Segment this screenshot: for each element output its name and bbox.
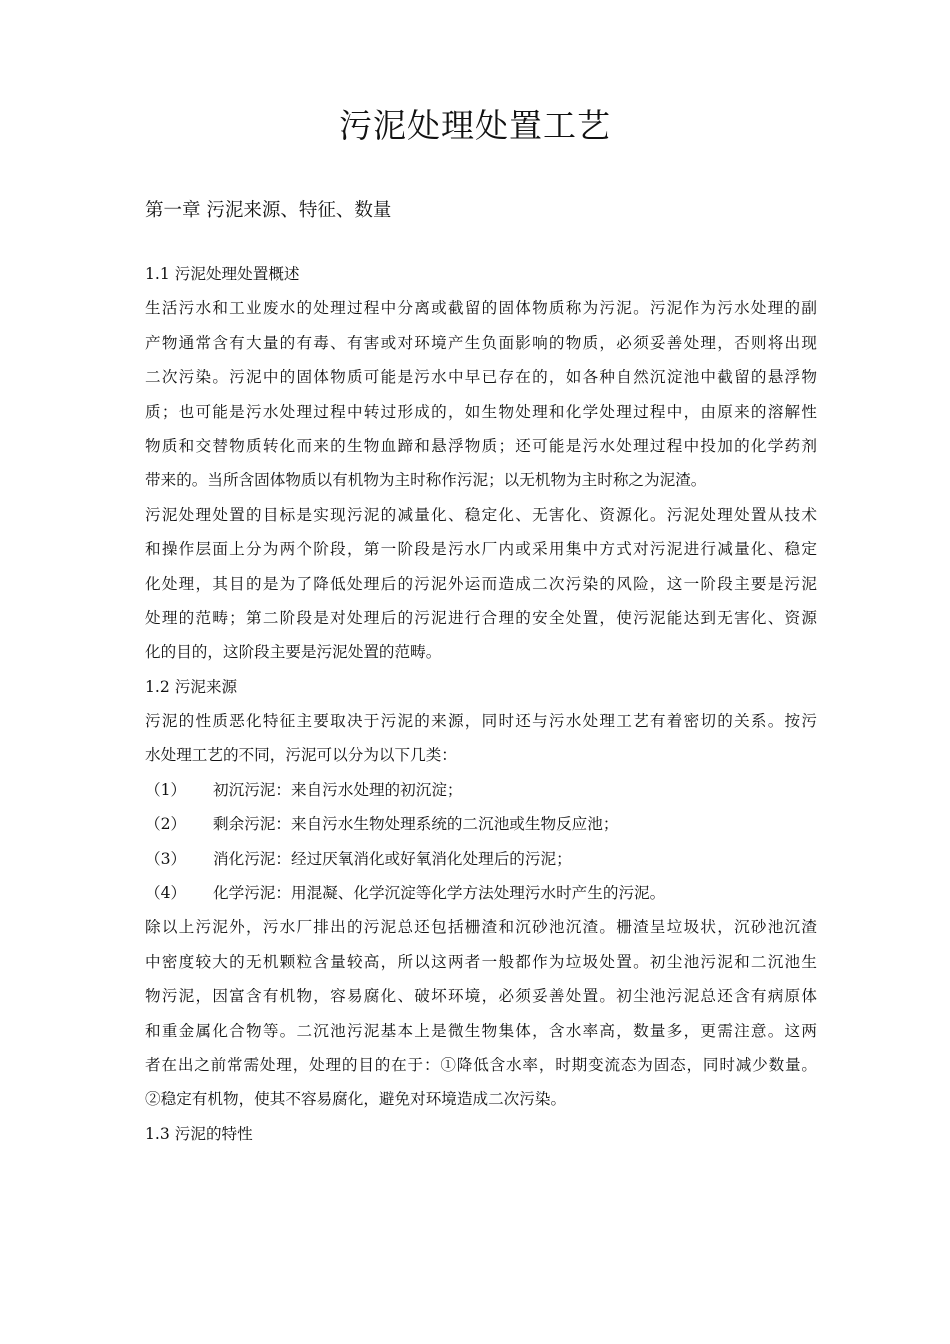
paragraph-line: 化处理，其目的是为了降低处理后的污泥外运而造成二次污染的风险，这一阶段主要是污泥	[145, 574, 817, 593]
paragraph-line: 和操作层面上分为两个阶段，第一阶段是污水厂内或采用集中方式对污泥进行减量化、稳定	[145, 540, 817, 559]
section-heading-1-1: 1.1 污泥处理处置概述	[145, 265, 300, 283]
list-item	[145, 876, 817, 910]
paragraph-line: 生活污水和工业废水的处理过程中分离或截留的固体物质称为污泥。污泥作为污水处理的副	[145, 299, 817, 318]
paragraph-line: 带来的。当所含固体物质以有机物为主时称作污泥；以无机物为主时称之为泥渣。	[145, 471, 707, 490]
paragraph-line: 水处理工艺的不同，污泥可以分为以下几类：	[145, 746, 457, 765]
list-item-text: 剩余污泥：来自污水生物处理系统的二沉池或生物反应池；	[213, 815, 619, 834]
list-item-text: 初沉污泥：来自污水处理的初沉淀；	[213, 780, 463, 799]
list-item-number: （3）	[145, 849, 187, 868]
list-item-number: （1）	[145, 780, 187, 799]
list-item-text: 消化污泥：经过厌氧消化或好氧消化处理后的污泥；	[213, 849, 572, 868]
paragraph-other-sludge	[145, 910, 817, 1116]
paragraph-line: 处理的范畴；第二阶段是对处理后的污泥进行合理的安全处置，使污泥能达到无害化、资源	[145, 608, 817, 627]
paragraph-overview	[145, 291, 817, 497]
list-item-number: （2）	[145, 815, 187, 834]
paragraph-line: 产物通常含有大量的有毒、有害或对环境产生负面影响的物质，必须妥善处理，否则将出现	[145, 333, 817, 352]
paragraph-line: 中密度较大的无机颗粒含量较高，所以这两者一般都作为垃圾处置。初尘池污泥和二沉池生	[145, 952, 817, 971]
list-item	[145, 807, 817, 841]
document-body	[145, 257, 817, 1151]
paragraph-line: 和重金属化合物等。二沉池污泥基本上是微生物集体，含水率高，数量多，更需注意。这两	[145, 1021, 817, 1040]
paragraph-line: 化的目的，这阶段主要是污泥处置的范畴。	[145, 643, 442, 662]
paragraph-line: 污泥的性质恶化特征主要取决于污泥的来源，同时还与污水处理工艺有着密切的关系。按污	[145, 712, 817, 731]
paragraph-goals	[145, 498, 817, 670]
paragraph-line: 者在出之前常需处理，处理的目的在于：①降低含水率，时期变流态为固态，同时减少数量。	[145, 1055, 817, 1074]
paragraph-sources-intro	[145, 704, 817, 773]
paragraph-line: 二次污染。污泥中的固体物质可能是污水中早已存在的，如各种自然沉淀池中截留的悬浮物	[145, 368, 817, 387]
document-title: 污泥处理处置工艺	[339, 106, 611, 145]
paragraph-line: 物质和交替物质转化而来的生物血蹄和悬浮物质；还可能是污水处理过程中投加的化学药剂	[145, 436, 817, 455]
paragraph-line: 物污泥，因富含有机物，容易腐化、破坏环境，必须妥善处置。初尘池污泥总还含有病原体	[145, 987, 817, 1006]
list-item-text: 化学污泥：用混凝、化学沉淀等化学方法处理污水时产生的污泥。	[213, 884, 666, 903]
paragraph-line: 污泥处理处置的目标是实现污泥的减量化、稳定化、无害化、资源化。污泥处理处置从技术	[145, 505, 817, 524]
list-item	[145, 842, 817, 876]
paragraph-line: 除以上污泥外，污水厂排出的污泥总还包括栅渣和沉砂池沉渣。栅渣呈垃圾状，沉砂池沉渣	[145, 918, 817, 937]
section-heading-1-3: 1.3 污泥的特性	[145, 1124, 253, 1143]
list-item-number: （4）	[145, 884, 187, 903]
chapter-heading: 第一章 污泥来源、特征、数量	[145, 200, 392, 221]
paragraph-line: ②稳定有机物，使其不容易腐化，避免对环境造成二次污染。	[145, 1090, 567, 1109]
sludge-type-list	[145, 773, 817, 911]
section-heading-1-2: 1.2 污泥来源	[145, 677, 238, 696]
paragraph-line: 质；也可能是污水处理过程中转过形成的，如生物处理和化学处理过程中，由原来的溶解性	[145, 402, 817, 421]
list-item	[145, 773, 817, 807]
